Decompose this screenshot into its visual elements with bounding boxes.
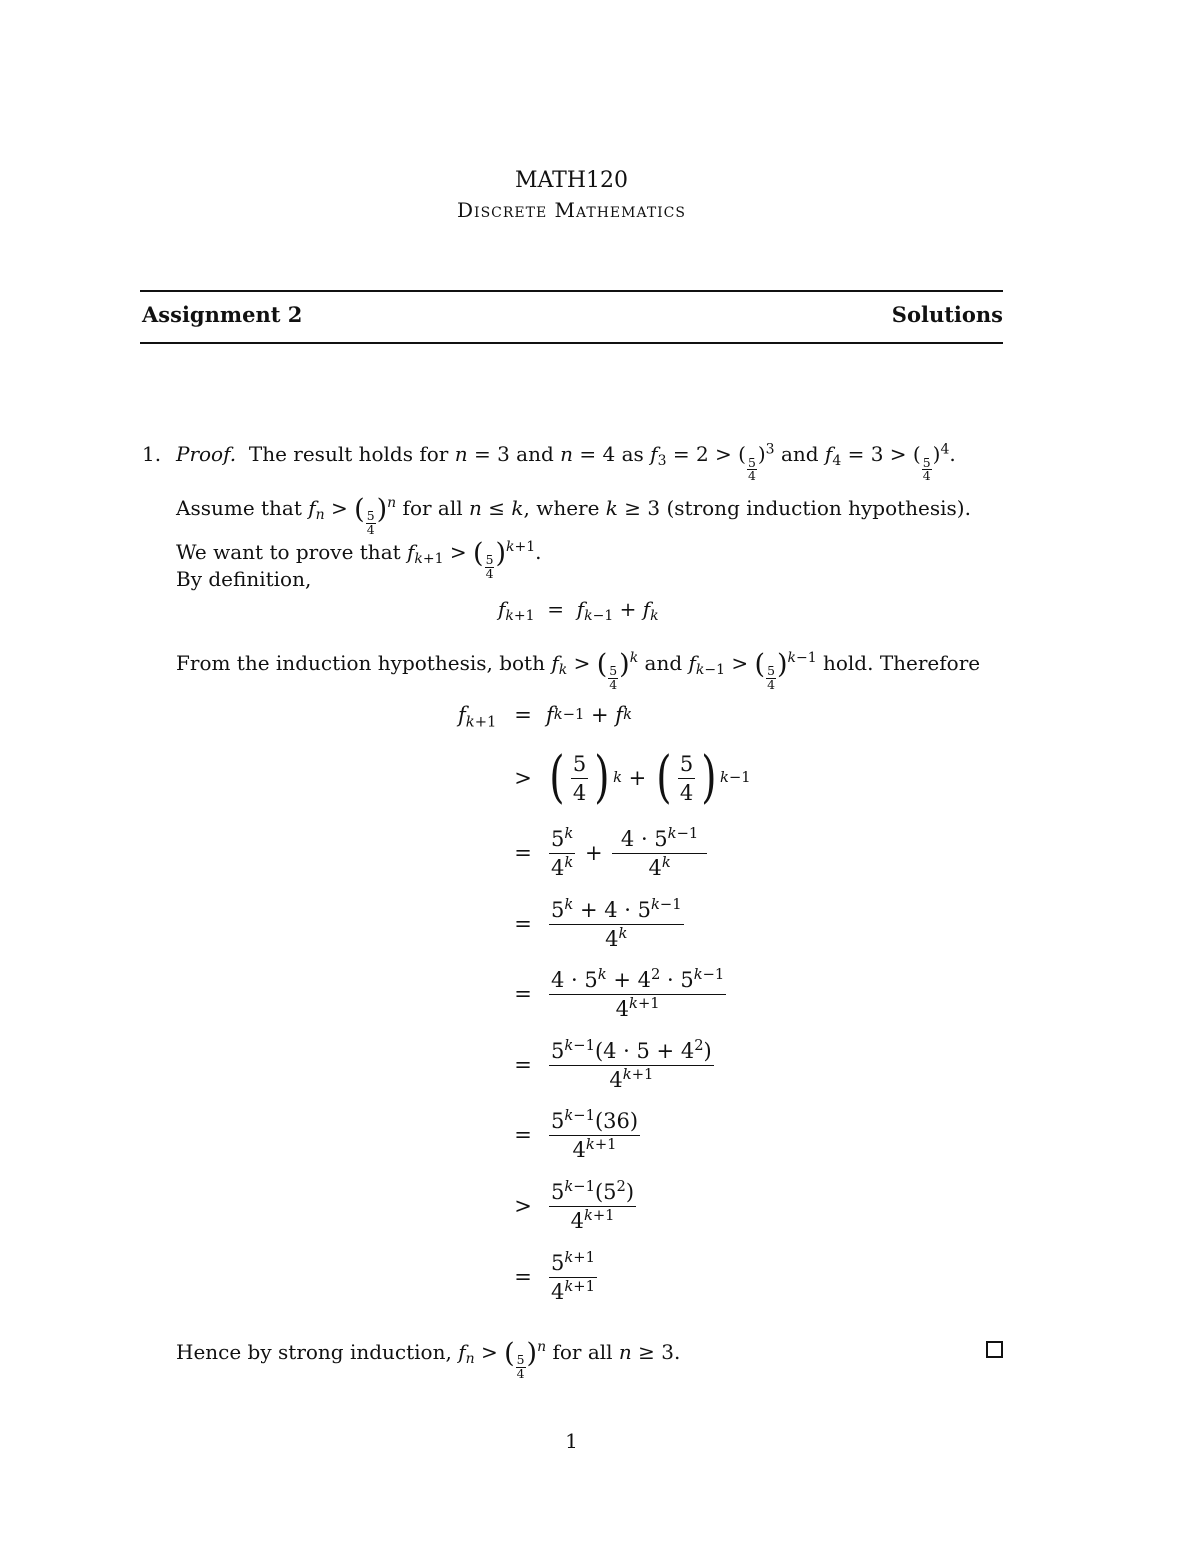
derivation-step: > ( $\frac{5}{4}$ ) k + ( $\frac{5}{4}$ ) k−1 [514, 745, 751, 810]
derivation-step: = $\frac{4 \cdot 5^k + 4^2 \cdot 5^{k-1}}{4^{k+1}}$ [514, 965, 725, 1021]
conclusion: Hence by strong induction, $f_n$ > ( $\frac{5}{4}$ )$^n$ for all n ≥ 3. [176, 1338, 681, 1381]
proof-label: Proof. [176, 442, 237, 466]
page-number: 1 [565, 1429, 578, 1453]
derivation-step: = $\frac{5^{k+1}}{4^{k+1}}$ [514, 1248, 595, 1304]
problem-line-4: By definition, [176, 567, 312, 591]
qed-box-icon [986, 1341, 1003, 1358]
problem-line-3: We want to prove that $f_{k+1}$ > ( $\frac{5}{4}$ )$^{k+1}$. [176, 538, 542, 581]
derivation-step: = $\frac{5^{k-1}(36)}{4^{k+1}}$ [514, 1106, 639, 1162]
derivation-step: = $\frac{5^k + 4 \cdot 5^{k-1}}{4^k}$ [514, 895, 682, 951]
bottom-rule [140, 342, 1003, 344]
problem-line-2: Assume that $f_n$ > ( $\frac{5}{4}$ )$^n$ for all n ≤ k, where k ≥ 3 (strong induction hypothesis). [176, 494, 971, 537]
derivation-step: $f_{k+1}$ = f k −1 + f k [458, 703, 632, 731]
course-code: MATH120 [514, 168, 629, 193]
definition-equation: $f_{k+1} = f_{k-1} + f_k$ [498, 597, 659, 625]
top-rule [140, 290, 1003, 292]
derivation-step: = $\frac{5^{k-1}(4 \cdot 5 + 4^2)}{4^{k+1}}$ [514, 1036, 712, 1092]
problem-line-1: Proof. The result holds for n = 3 and n = 4 as $f_3 = 2$ > ( $\frac{5}{4}$ )$^3$ and $f_4 = 3$ > ( $\frac{5}{4}$ )$^4$. [176, 441, 956, 483]
derivation-step: = $\frac{5^k}{4^k}$ + $\frac{4 \cdot 5^{k-1}}{4^k}$ [0, 824, 1200, 882]
problem-line-5: From the induction hypothesis, both $f_k$ > ( $\frac{5}{4}$ )$^k$ and $f_{k-1}$ > ( $\frac{5}{4}$ )$^{k-1}$ hold. Therefore [176, 649, 981, 692]
derivation-step: > $\frac{5^{k-1}(5^2)}{4^{k+1}}$ [514, 1177, 635, 1233]
course-subtitle: Discrete Mathematics [457, 198, 686, 222]
solutions-label: Solutions [891, 302, 1003, 327]
problem-number: 1. [142, 442, 162, 466]
assignment-label: Assignment 2 [142, 302, 303, 327]
